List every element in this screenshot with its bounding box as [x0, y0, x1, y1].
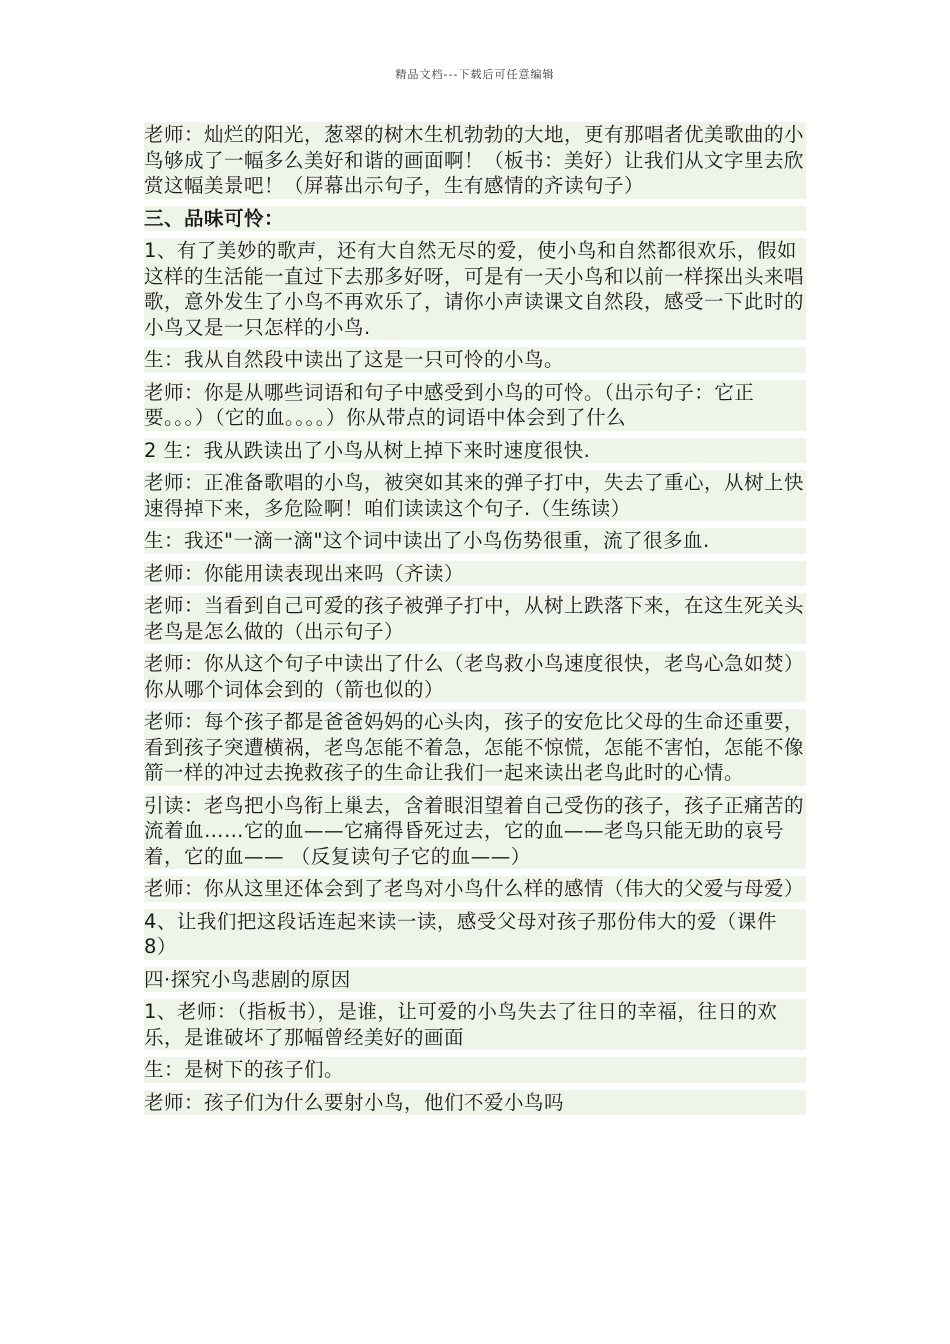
paragraph-student: 生：是树下的孩子们。: [144, 1057, 806, 1083]
paragraph-teacher-intro: 老师：灿烂的阳光，葱翠的树木生机勃勃的大地，更有那唱者优美歌曲的小鸟够成了一幅多么美好和谐的画面啊！（板书：美好）让我们从文字里去欣赏这幅美景吧！（屏幕出示句子，生有感情的齐读句子）: [144, 123, 805, 197]
paragraph-item-1: 1、有了美妙的歌声，还有大自然无尽的爱，使小鸟和自然都很欢乐，假如这样的生活能一直过下去那多好呀，可是有一天小鸟和以前一样探出头来唱歌，意外发生了小鸟不再欢乐了，请你小声读课文自然段，感受一下此时的小鸟又是一只怎样的小鸟.: [144, 239, 805, 339]
paragraph-teacher: 老师：你从这里还体会到了老鸟对小鸟什么样的感情（伟大的父爱与母爱）: [144, 877, 805, 900]
page-header: 精品文档---下载后可任意编辑: [395, 68, 555, 81]
paragraph-student: 2 生：我从跌读出了小鸟从树上掉下来时速度很快.: [144, 438, 806, 464]
paragraph-item-4: 4、让我们把这段话连起来读一读，感受父母对孩子那份伟大的爱（课件 8）: [144, 909, 806, 960]
document-body: [144, 122, 806, 1122]
paragraph-student: 生：我从自然段中读出了这是一只可怜的小鸟。: [144, 347, 806, 373]
paragraph-item-1: 1、老师：（指板书），是谁，让可爱的小鸟失去了往日的幸福，往日的欢乐，是谁破坏了那幅曾经美好的画面: [144, 999, 806, 1050]
section-heading-3: 三、品味可怜：: [144, 206, 806, 232]
section-heading-4: 四·探究小鸟悲剧的原因: [144, 967, 806, 993]
paragraph-teacher: 老师：正准备歌唱的小鸟，被突如其来的弹子打中，失去了重心，从树上快速得掉下来，多危险啊！咱们读读这个句子.（生练读）: [144, 471, 805, 520]
paragraph-teacher: 老师：当看到自己可爱的孩子被弹子打中，从树上跌落下来，在这生死关头老鸟是怎么做的（出示句子）: [144, 594, 805, 643]
paragraph-student: 生：我还"一滴一滴"这个词中读出了小鸟伤势很重，流了很多血.: [144, 528, 806, 554]
paragraph-teacher: 老师：你能用读表现出来吗（齐读）: [144, 561, 806, 587]
paragraph-teacher: 老师：你是从哪些词语和句子中感受到小鸟的可怜。（出示句子：它正要。。。）（它的血。。。。）你从带点的词语中体会到了什么: [144, 380, 806, 431]
paragraph-teacher: 老师：孩子们为什么要射小鸟，他们不爱小鸟吗: [144, 1090, 806, 1116]
paragraph-teacher: 老师：每个孩子都是爸爸妈妈的心头肉，孩子的安危比父母的生命还重要，看到孩子突遭横祸，老鸟怎能不着急，怎能不惊慌，怎能不害怕，怎能不像箭一样的冲过去挽救孩子的生命让我们一起来读出老鸟此时的心情。: [144, 710, 805, 784]
paragraph-guided-reading: 引读：老鸟把小鸟衔上巢去，含着眼泪望着自己受伤的孩子，孩子正痛苦的流着血……它的血——它痛得昏死过去，它的血——老鸟只能无助的哀号着，它的血—— （反复读句子它的血——）: [144, 793, 805, 868]
paragraph-teacher: 老师：你从这个句子中读出了什么（老鸟救小鸟速度很快，老鸟心急如焚）你从哪个词体会到的（箭也似的）: [144, 652, 805, 701]
